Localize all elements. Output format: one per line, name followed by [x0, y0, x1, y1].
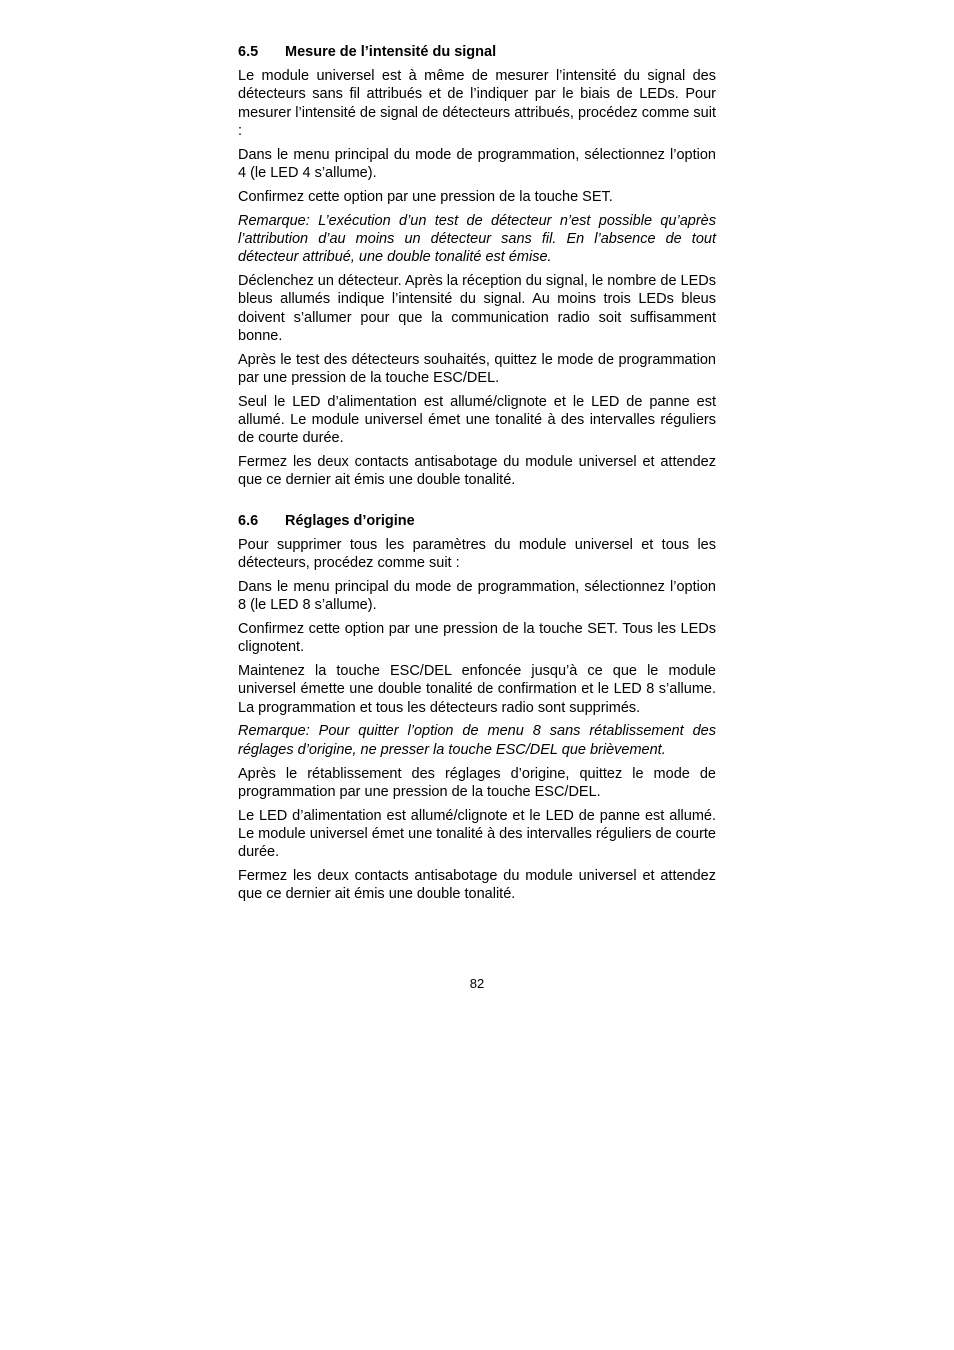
paragraph: Dans le menu principal du mode de programmation, sélectionnez l’option 8 (le LED 8 s’allume).: [238, 578, 716, 614]
section-6-6: [238, 512, 716, 904]
document-page: [238, 43, 716, 909]
paragraph: Après le test des détecteurs souhaités, quittez le mode de programmation par une pression de la touche ESC/DEL.: [238, 351, 716, 386]
paragraph: Pour supprimer tous les paramètres du module universel et tous les détecteurs, procédez comme suit :: [238, 536, 716, 572]
remark-paragraph: Remarque: Pour quitter l’option de menu 8 sans rétablissement des réglages d’origine, ne presser la touche ESC/DEL que brièvement.: [238, 723, 716, 758]
paragraph: Après le rétablissement des réglages d’origine, quittez le mode de programmation par une pression de la touche ESC/DEL.: [238, 765, 716, 800]
paragraph: Déclenchez un détecteur. Après la réception du signal, le nombre de LEDs bleus allumés indique l’intensité du signal. Au moins trois LEDs bleus doivent s’allumer pour que la communication radio soit suffisamment bonne.: [238, 272, 716, 344]
paragraph: Seul le LED d’alimentation est allumé/clignote et le LED de panne est allumé. Le module universel émet une tonalité à des intervalles réguliers de courte durée.: [238, 393, 716, 447]
paragraph: Fermez les deux contacts antisabotage du module universel et attendez que ce dernier ait émis une double tonalité.: [238, 454, 716, 489]
paragraph: Fermez les deux contacts antisabotage du module universel et attendez que ce dernier ait émis une double tonalité.: [238, 867, 716, 903]
paragraph: Confirmez cette option par une pression de la touche SET.: [238, 188, 613, 205]
paragraph: Confirmez cette option par une pression de la touche SET. Tous les LEDs clignotent.: [238, 620, 716, 656]
section-title: Mesure de l’intensité du signal: [285, 44, 497, 60]
section-6-5: [238, 43, 716, 490]
paragraph: Le LED d’alimentation est allumé/clignote et le LED de panne est allumé. Le module universel émet une tonalité à des intervalles réguliers de courte durée.: [238, 807, 716, 861]
section-heading: [238, 43, 716, 61]
paragraph: Dans le menu principal du mode de programmation, sélectionnez l’option 4 (le LED 4 s’allume).: [238, 146, 716, 181]
paragraph: Maintenez la touche ESC/DEL enfoncée jusqu’à ce que le module universel émette une double tonalité de confirmation et le LED 8 s’allume. La programmation et tous les détecteurs radio sont supprimés.: [238, 663, 716, 716]
section-title: Réglages d’origine: [285, 512, 415, 529]
section-number: 6.5: [238, 44, 259, 60]
section-heading: [238, 512, 716, 530]
remark-paragraph: Remarque: L’exécution d’un test de détecteur n’est possible qu’après l’attribution d’au moins un détecteur sans fil. En l’absence de tout détecteur attribué, une double tonalité est émise.: [238, 212, 716, 266]
section-number: 6.6: [238, 512, 259, 529]
paragraph: Le module universel est à même de mesurer l’intensité du signal des détecteurs sans fil attribués et de l’indiquer par le biais de LEDs. Pour mesurer l’intensité de signal de détecteurs attribués, procédez comme suit :: [238, 68, 716, 139]
page-number: 82: [469, 976, 485, 991]
